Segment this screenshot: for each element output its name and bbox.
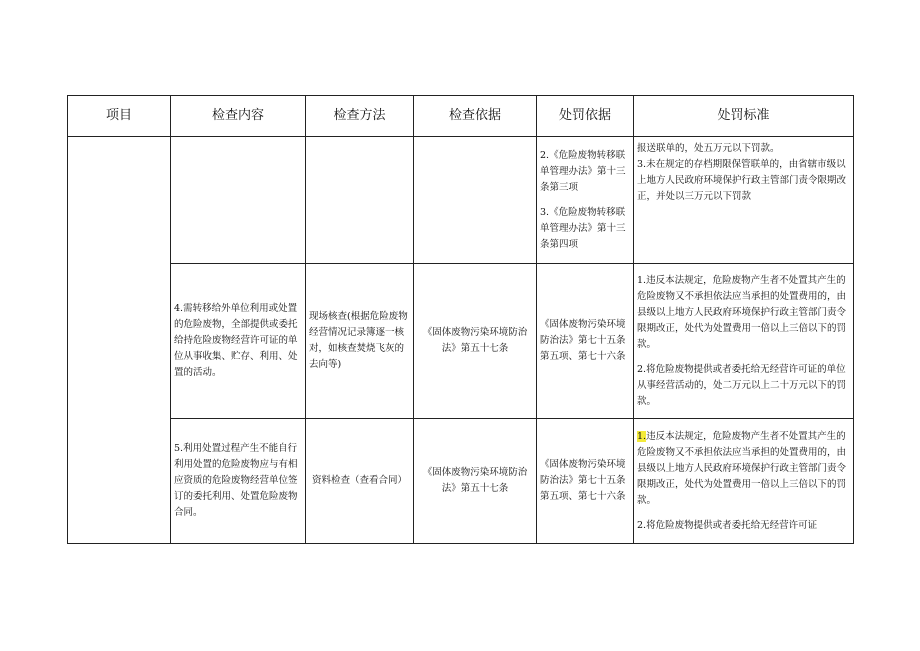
penalty-standard-text: 2.将危险废物提供或者委托给无经营许可证的单位从事经营活动的，处二万元以上二十万元以下的罚款。 [637, 363, 847, 407]
penalty-standard-text: 3.未在规定的存档期限保管联单的，由省辖市级以上地方人民政府环境保护行政主管部门责令限期改正，并处以三万元以下罚款 [637, 159, 847, 202]
method-cell [306, 137, 414, 264]
header-penalty-standard: 处罚标准 [634, 96, 854, 137]
table-row [68, 419, 854, 544]
basis-cell [414, 137, 537, 264]
penalty-standard-text-rest: 违反本法规定，危险废物产生者不处置其产生的危险废物又不承担依法应当承担的处置费用的，由县级以上地方人民政府环境保护行政主管部门责令限期改正，处代为处置费用一倍以上三倍以下的罚款。 [637, 430, 847, 506]
header-method: 检查方法 [306, 96, 414, 137]
penalty-standard-cell [634, 264, 854, 419]
highlight-mark: 1. [637, 430, 647, 442]
inspection-table [67, 95, 854, 544]
table-row [68, 137, 854, 264]
penalty-basis-cell: 《固体废物污染环境防治法》第七十五条第五项、第七十六条 [537, 419, 634, 544]
table-row [68, 264, 854, 419]
content-cell [171, 137, 306, 264]
header-basis: 检查依据 [414, 96, 537, 137]
header-row [68, 96, 854, 137]
penalty-standard-text: 2.将危险废物提供或者委托给无经营许可证 [637, 519, 818, 531]
penalty-basis-cell: 《固体废物污染环境防治法》第七十五条第五项、第七十六条 [537, 264, 634, 419]
penalty-standard-cell [634, 137, 854, 264]
penalty-standard-text: 1.违反本法规定，危险废物产生者不处置其产生的危险废物又不承担依法应当承担的处置费用的，由县级以上地方人民政府环境保护行政主管部门责令限期改正，处代为处置费用一倍以上三倍以下的罚款。 [637, 274, 847, 350]
content-cell: 5.利用处置过程产生不能自行利用处置的危险废物应与有相应资质的危险废物经营单位签订的委托利用、处置危险废物合同。 [171, 419, 306, 544]
content-cell: 4.需转移给外单位利用或处置的危险废物，全部提供或委托给持危险废物经营许可证的单位从事收集、贮存、利用、处置的活动。 [171, 264, 306, 419]
header-item: 项目 [68, 96, 171, 137]
basis-cell: 《固体废物污染环境防治法》第五十七条 [414, 264, 537, 419]
header-penalty-basis: 处罚依据 [537, 96, 634, 137]
penalty-standard-text [637, 429, 850, 509]
penalty-standard-text: 报送联单的，处五万元以下罚款。 [637, 143, 780, 154]
method-cell: 现场核查(根据危险废物经营情况记录簿逐一核对，如核查焚烧飞灰的去向等) [306, 264, 414, 419]
penalty-standard-cell [634, 419, 854, 544]
penalty-basis-cell [537, 137, 634, 264]
penalty-basis-text: 2.《危险废物转移联单管理办法》第十三条第三项 [540, 149, 626, 193]
penalty-basis-text: 3.《危险废物转移联单管理办法》第十三条第四项 [540, 206, 626, 250]
header-content: 检查内容 [171, 96, 306, 137]
method-cell: 资料检查（查看合同） [306, 419, 414, 544]
basis-cell: 《固体废物污染环境防治法》第五十七条 [414, 419, 537, 544]
item-cell [68, 137, 171, 544]
